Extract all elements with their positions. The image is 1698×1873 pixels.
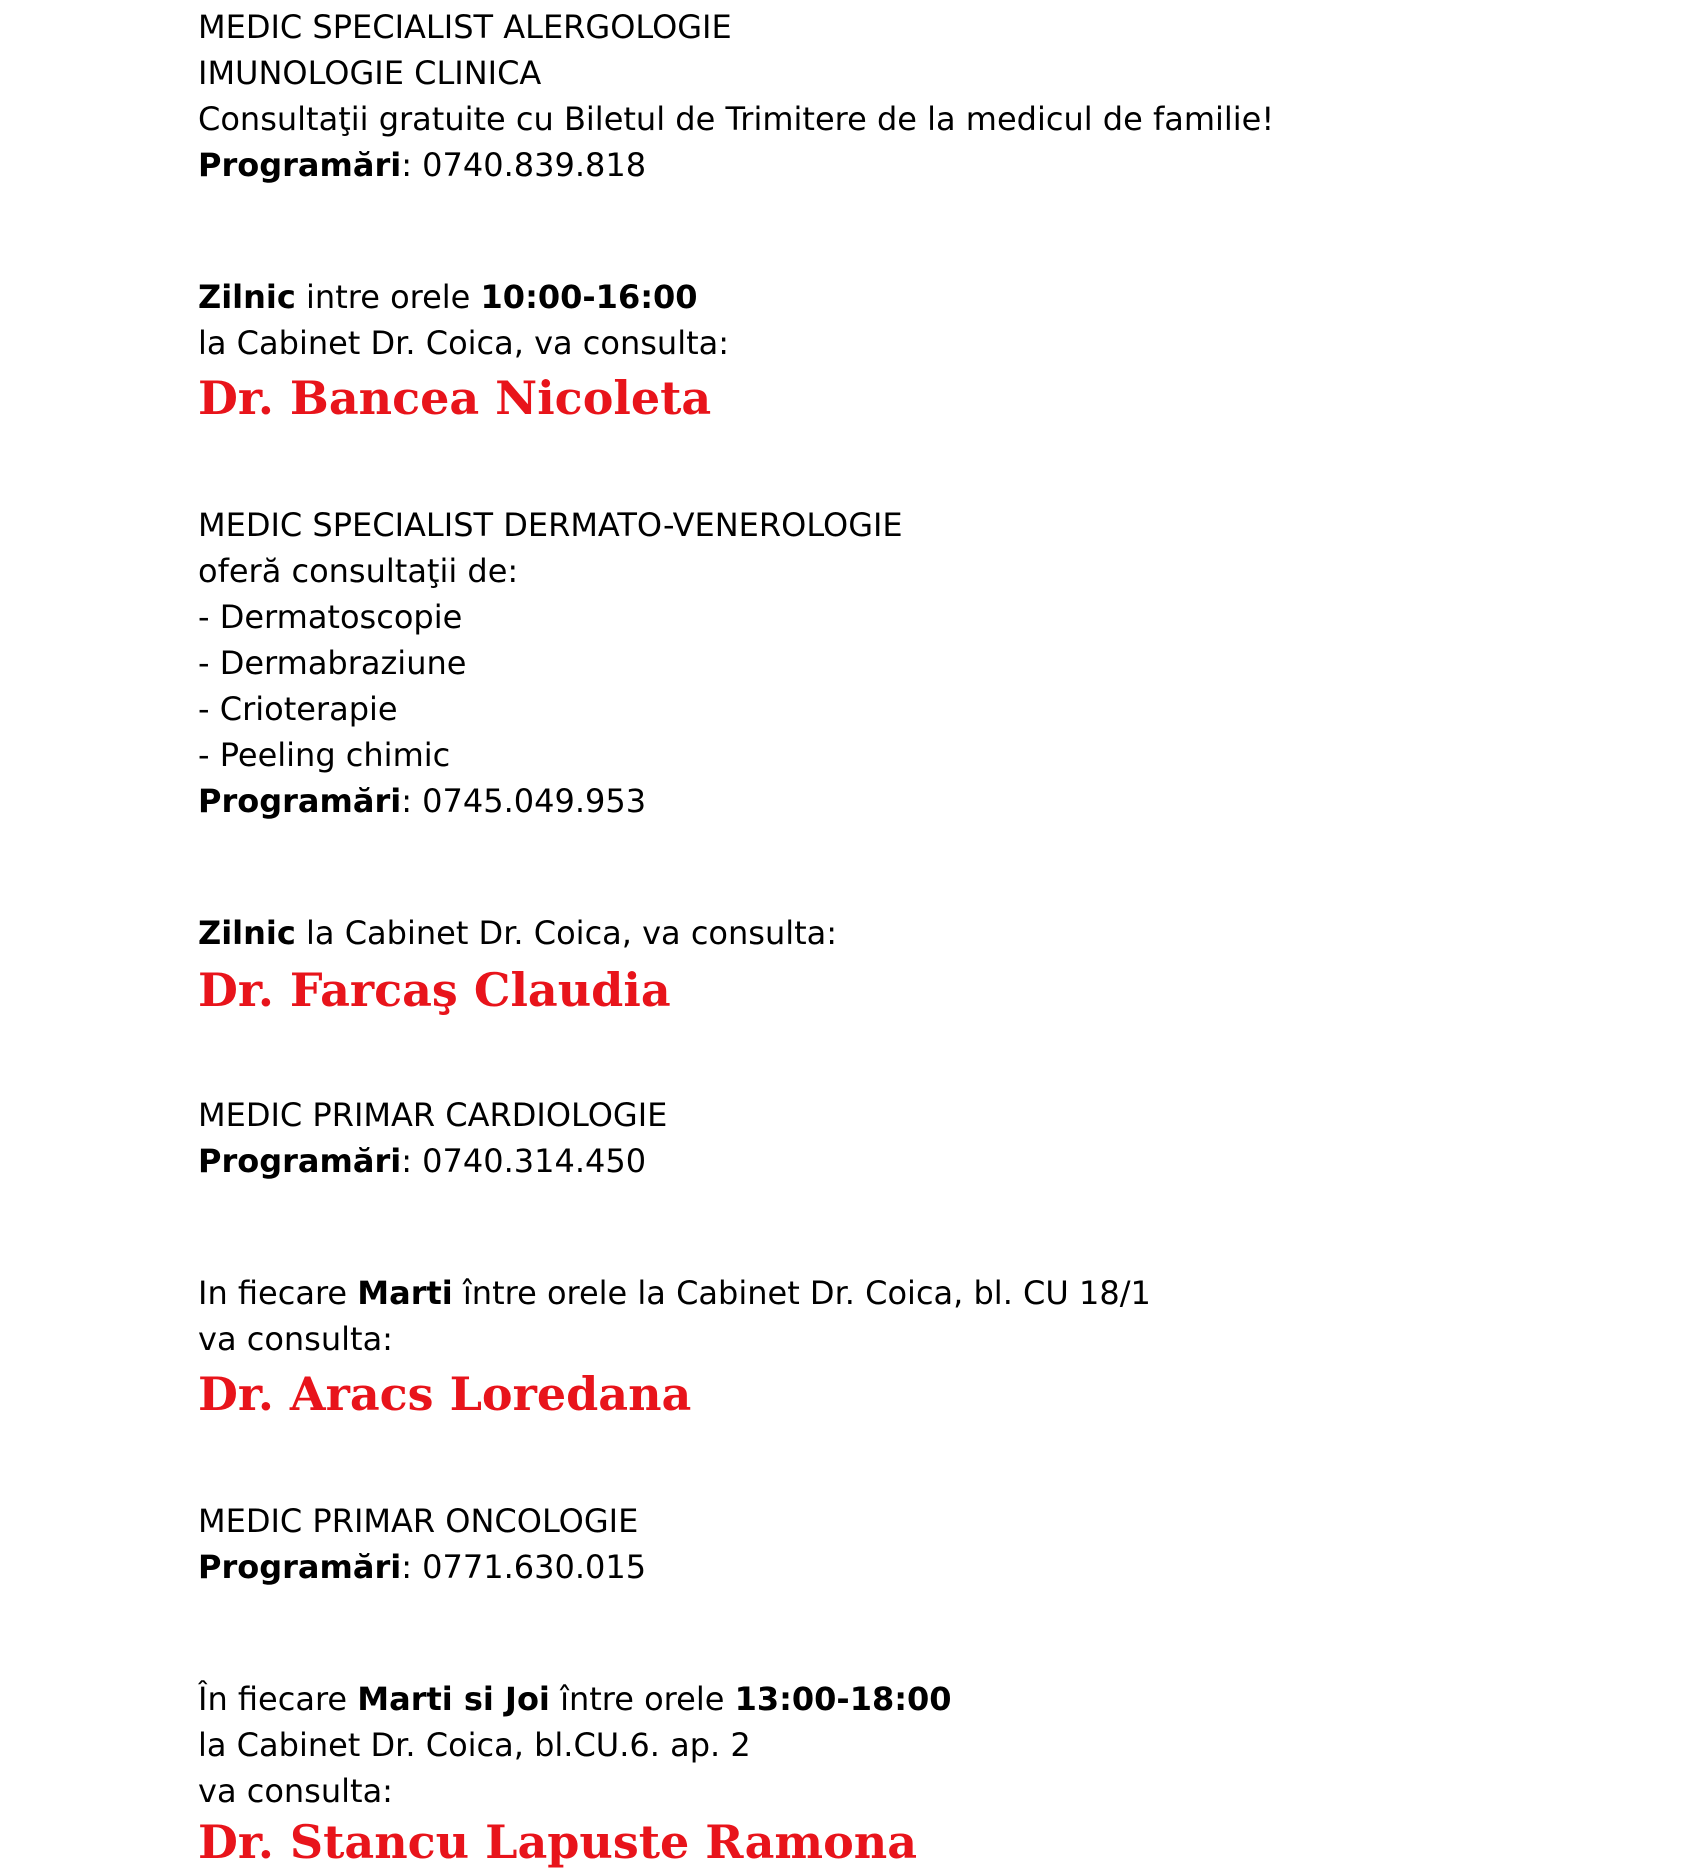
- consult-line-3: va consulta:: [198, 1320, 393, 1358]
- appointment-phone: : 0771.630.015: [401, 1548, 647, 1586]
- appointment-line-4: [198, 1544, 646, 1590]
- appointment-line-3: [198, 1138, 646, 1184]
- specialty-cardiologie: MEDIC PRIMAR CARDIOLOGIE: [198, 1096, 668, 1134]
- schedule-line-4: În fiecare Marti si Joi între orele 13:00-18:00: [198, 1680, 952, 1718]
- schedule-day: Zilnic: [198, 914, 296, 952]
- location-line-4: la Cabinet Dr. Coica, bl.CU.6. ap. 2: [198, 1726, 751, 1764]
- appointment-line-1: [198, 142, 646, 188]
- schedule-days: Marti si Joi: [357, 1680, 550, 1718]
- service-item: - Peeling chimic: [198, 736, 451, 774]
- doctor-name-stancu: Dr. Stancu Lapuste Ramona: [198, 1815, 917, 1869]
- schedule-line-1: Zilnic intre orele 10:00-16:00: [198, 278, 698, 316]
- location-line-1: la Cabinet Dr. Coica, va consulta:: [198, 324, 730, 362]
- service-item: - Dermatoscopie: [198, 598, 463, 636]
- appointment-phone: : 0740.839.818: [401, 146, 647, 184]
- doctor-name-farcas: Dr. Farcaş Claudia: [198, 963, 671, 1017]
- appointment-line-2: [198, 778, 646, 824]
- service-item: - Crioterapie: [198, 690, 398, 728]
- doctor-name-aracs: Dr. Aracs Loredana: [198, 1367, 692, 1421]
- specialty-oncologie: MEDIC PRIMAR ONCOLOGIE: [198, 1502, 639, 1540]
- schedule-day: Zilnic: [198, 278, 296, 316]
- schedule-line-2: Zilnic la Cabinet Dr. Coica, va consulta:: [198, 914, 838, 952]
- schedule-day: Marti: [357, 1274, 453, 1312]
- doctor-name-bancea: Dr. Bancea Nicoleta: [198, 371, 712, 425]
- specialty-imunologie: IMUNOLOGIE CLINICA: [198, 54, 542, 92]
- appointment-phone: : 0745.049.953: [401, 782, 647, 820]
- consult-line-4: va consulta:: [198, 1772, 393, 1810]
- services-intro: oferă consultaţii de:: [198, 552, 519, 590]
- schedule-hours: 13:00-18:00: [734, 1680, 952, 1718]
- appointment-label: Programări: [198, 146, 402, 184]
- schedule-hours: 10:00-16:00: [480, 278, 698, 316]
- specialty-alergologie: MEDIC SPECIALIST ALERGOLOGIE: [198, 8, 732, 46]
- appointment-label: Programări: [198, 782, 402, 820]
- specialty-dermato: MEDIC SPECIALIST DERMATO-VENEROLOGIE: [198, 506, 903, 544]
- appointment-label: Programări: [198, 1548, 402, 1586]
- appointment-phone: : 0740.314.450: [401, 1142, 647, 1180]
- appointment-label: Programări: [198, 1142, 402, 1180]
- service-item: - Dermabraziune: [198, 644, 467, 682]
- free-consultation-note: Consultaţii gratuite cu Biletul de Trimitere de la medicul de familie!: [198, 100, 1275, 138]
- schedule-line-3: In fiecare Marti între orele la Cabinet Dr. Coica, bl. CU 18/1: [198, 1274, 1151, 1312]
